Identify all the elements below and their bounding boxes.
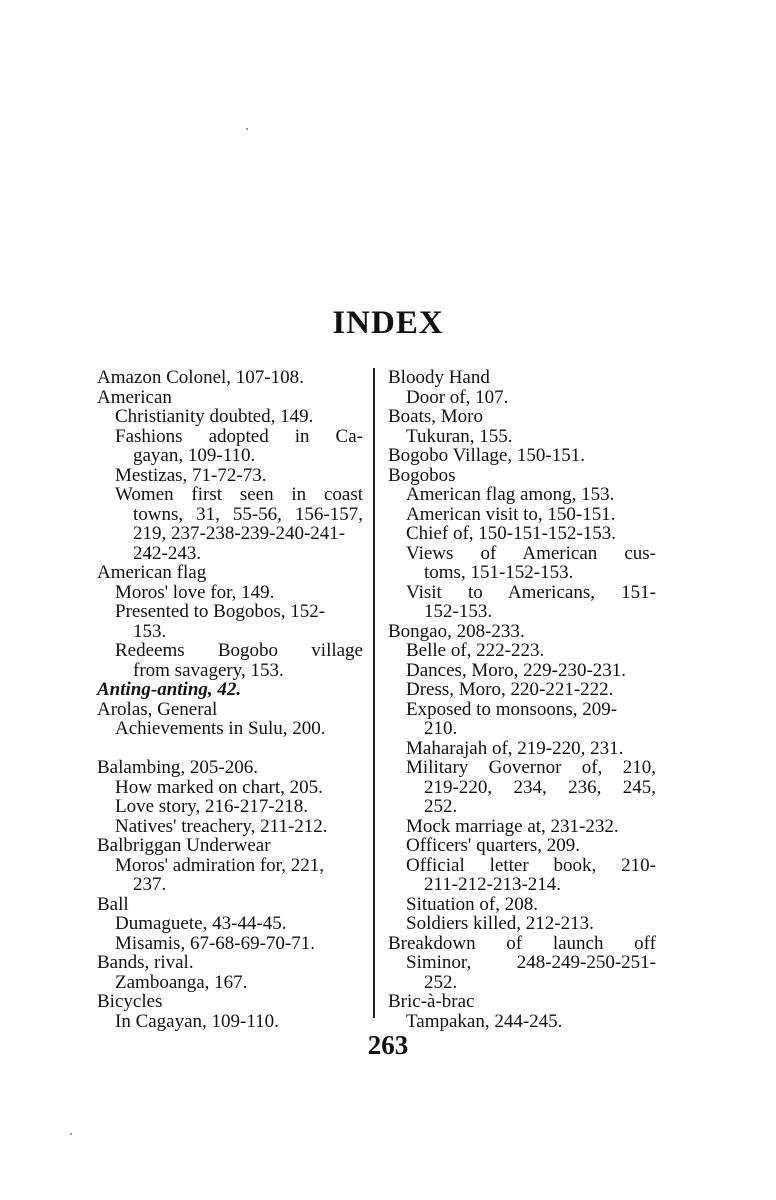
index-subentry: Tampakan, 244-245. xyxy=(406,1010,563,1032)
index-heading: Bloody Hand xyxy=(388,367,490,388)
index-heading: Bands, rival. xyxy=(97,952,194,973)
index-subentry: Zamboanga, 167. xyxy=(115,971,248,993)
index-subentry: towns, 31, 55-56, 156-157, xyxy=(133,503,363,525)
index-subentry: toms, 151-152-153. xyxy=(424,562,574,583)
index-heading: American flag xyxy=(97,562,207,583)
index-subentry: Maharajah of, 219-220, 231. xyxy=(406,737,624,759)
index-subentry: Tukuran, 155. xyxy=(406,425,513,447)
index-subentry: Mock marriage at, 231-232. xyxy=(406,815,619,837)
paper-speck xyxy=(70,1133,72,1135)
index-subentry: Love story, 216-217-218. xyxy=(115,796,308,817)
index-subentry: 152-153. xyxy=(424,601,493,622)
index-subentry: 242-243. xyxy=(133,542,202,564)
index-column-right xyxy=(388,368,656,1031)
index-subentry: Redeems Bogobo village xyxy=(115,640,363,661)
index-heading: Bicycles xyxy=(97,991,163,1012)
index-column-left xyxy=(97,368,363,1031)
index-subentry: Moros' admiration for, 221, xyxy=(115,854,324,876)
index-subentry: from savagery, 153. xyxy=(133,659,284,681)
index-heading: Boats, Moro xyxy=(388,406,483,427)
paper-speck xyxy=(246,128,248,130)
index-subentry: Chief of, 150-151-152-153. xyxy=(406,523,617,544)
index-subentry: Dress, Moro, 220-221-222. xyxy=(406,679,614,700)
index-subentry: 252. xyxy=(424,971,458,993)
index-subentry: Siminor, 248-249-250-251- xyxy=(406,952,656,973)
index-heading: Breakdown of launch off xyxy=(388,932,656,954)
index-heading: American xyxy=(97,386,172,408)
index-subentry: Fashions adopted in Ca- xyxy=(115,425,363,447)
page-number: 263 xyxy=(367,1030,409,1060)
index-subentry: 219, 237-238-239-240-241- xyxy=(133,523,346,544)
index-subentry: American visit to, 150-151. xyxy=(406,503,616,525)
index-subentry: Presented to Bogobos, 152- xyxy=(115,601,326,622)
index-heading: Balbriggan Underwear xyxy=(97,835,271,856)
index-subentry: gayan, 109-110. xyxy=(133,445,256,466)
index-subentry: Official letter book, 210- xyxy=(406,854,656,876)
index-subentry: Dumaguete, 43-44-45. xyxy=(115,913,287,934)
index-subentry: Misamis, 67-68-69-70-71. xyxy=(115,932,316,954)
page-title: INDEX xyxy=(332,305,444,341)
index-subentry: Achievements in Sulu, 200. xyxy=(115,718,326,739)
index-subentry: 252. xyxy=(424,796,458,817)
index-subentry: 219-220, 234, 236, 245, xyxy=(424,776,656,798)
index-subentry: Soldiers killed, 212-213. xyxy=(406,913,594,934)
index-heading: Bongao, 208-233. xyxy=(388,620,525,642)
index-subentry: Moros' love for, 149. xyxy=(115,581,275,603)
index-subentry: Military Governor of, 210, xyxy=(406,757,656,778)
index-subentry: Belle of, 222-223. xyxy=(406,640,545,661)
index-subentry: Natives' treachery, 211-212. xyxy=(115,815,328,837)
index-subentry: 211-212-213-214. xyxy=(424,874,562,895)
index-heading: Balambing, 205-206. xyxy=(97,757,258,778)
index-subentry: In Cagayan, 109-110. xyxy=(115,1010,279,1032)
index-subentry: How marked on chart, 205. xyxy=(115,776,323,798)
index-subentry: Views of American cus- xyxy=(406,542,656,564)
index-subentry: Exposed to monsoons, 209- xyxy=(406,698,618,720)
index-subentry: Christianity doubted, 149. xyxy=(115,406,314,427)
index-heading: Amazon Colonel, 107-108. xyxy=(97,367,304,388)
index-subentry: Visit to Americans, 151- xyxy=(406,581,656,603)
index-subentry: 237. xyxy=(133,874,167,895)
index-subentry: 210. xyxy=(424,718,458,739)
index-subentry: Door of, 107. xyxy=(406,386,509,408)
index-heading: Arolas, General xyxy=(97,698,218,720)
index-heading: Ball xyxy=(97,893,129,915)
index-subentry: Situation of, 208. xyxy=(406,893,538,915)
index-subentry: American flag among, 153. xyxy=(406,484,615,505)
index-subentry: Women first seen in coast xyxy=(115,484,363,505)
index-subentry: Dances, Moro, 229-230-231. xyxy=(406,659,627,681)
index-heading: Bogobos xyxy=(388,464,456,486)
index-subentry: Mestizas, 71-72-73. xyxy=(115,464,267,486)
column-divider xyxy=(373,368,375,1018)
index-heading: Bogobo Village, 150-151. xyxy=(388,445,585,466)
blank-line xyxy=(97,739,363,759)
index-heading: Bric-à-brac xyxy=(388,991,475,1012)
index-subentry: 153. xyxy=(133,620,167,642)
index-heading: Anting-anting, 42. xyxy=(97,679,242,700)
index-subentry: Officers' quarters, 209. xyxy=(406,835,581,856)
